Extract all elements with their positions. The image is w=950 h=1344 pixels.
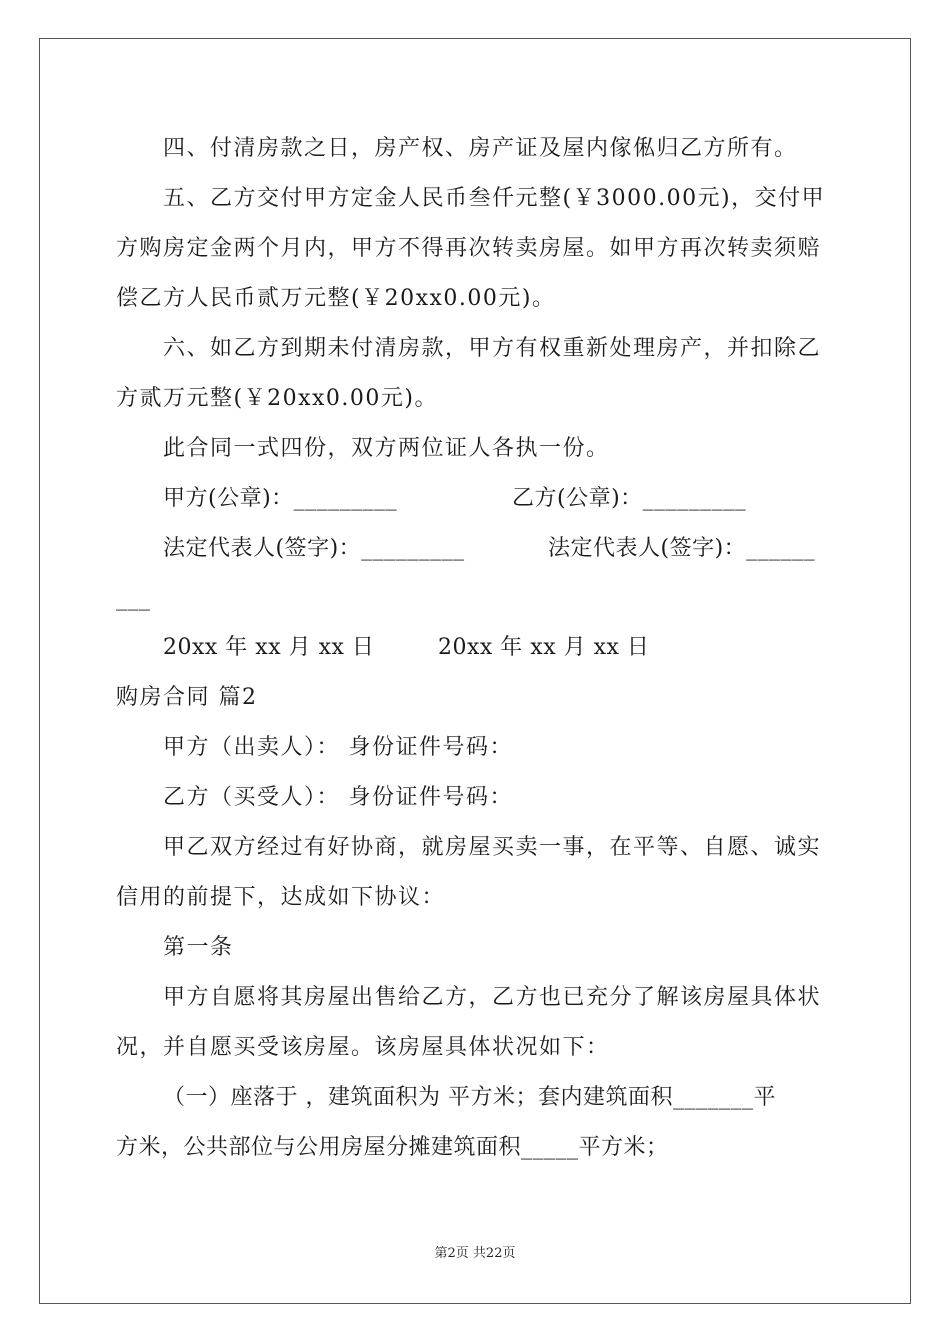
paragraph-line: 偿乙方人民币贰万元整(￥20xx0.00元)。 — [116, 286, 556, 311]
section-heading: 购房合同 篇2 — [116, 685, 258, 710]
paragraph-line: 信用的前提下，达成如下协议： — [116, 885, 446, 910]
party-a-seal-field: 甲方(公章)：_________ — [163, 486, 398, 511]
paragraph-line: 此合同一式四份，双方两位证人各执一份。 — [163, 436, 610, 461]
paragraph-line: 方米，公共部位与公用房屋分摊建筑面积_____平方米； — [116, 1135, 669, 1160]
party-a-representative-field: 法定代表人(签字)：_________ — [163, 536, 465, 561]
paragraph-line: 方购房定金两个月内，甲方不得再次转卖房屋。如甲方再次转卖须赔 — [116, 236, 822, 261]
page-number: 第2页 共22页 — [434, 1246, 516, 1261]
paragraph-line: 四、付清房款之日，房产权、房产证及屋内傢俬归乙方所有。 — [163, 136, 798, 161]
paragraph-line: 六、如乙方到期未付清房款，甲方有权重新处理房产，并扣除乙 — [163, 336, 822, 361]
party-b-date: 20xx 年 xx 月 xx 日 — [438, 635, 650, 660]
party-b-seal-field: 乙方(公章)：_________ — [512, 486, 747, 511]
article-heading: 第一条 — [163, 935, 234, 960]
signature-underline-continuation: ___ — [116, 586, 151, 611]
paragraph-line: 五、乙方交付甲方定金人民币叁仟元整(￥3000.00元)，交付甲 — [163, 186, 826, 211]
paragraph-line: 况，并自愿买受该房屋。该房屋具体状况如下： — [116, 1035, 610, 1060]
buyer-id-line: 乙方（买受人）： 身份证件号码： — [163, 785, 513, 810]
paragraph-line: 方贰万元整(￥20xx0.00元)。 — [116, 386, 438, 411]
seller-id-line: 甲方（出卖人）： 身份证件号码： — [163, 735, 513, 760]
party-b-representative-field: 法定代表人(签字)：______ — [548, 536, 816, 561]
page-border — [39, 38, 911, 1304]
party-a-date: 20xx 年 xx 月 xx 日 — [163, 635, 375, 660]
paragraph-line: （一）座落于 ，建筑面积为 平方米；套内建筑面积_______平 — [163, 1085, 776, 1110]
paragraph-line: 甲乙双方经过有好协商，就房屋买卖一事，在平等、自愿、诚实 — [163, 835, 822, 860]
paragraph-line: 甲方自愿将其房屋出售给乙方，乙方也已充分了解该房屋具体状 — [163, 985, 822, 1010]
